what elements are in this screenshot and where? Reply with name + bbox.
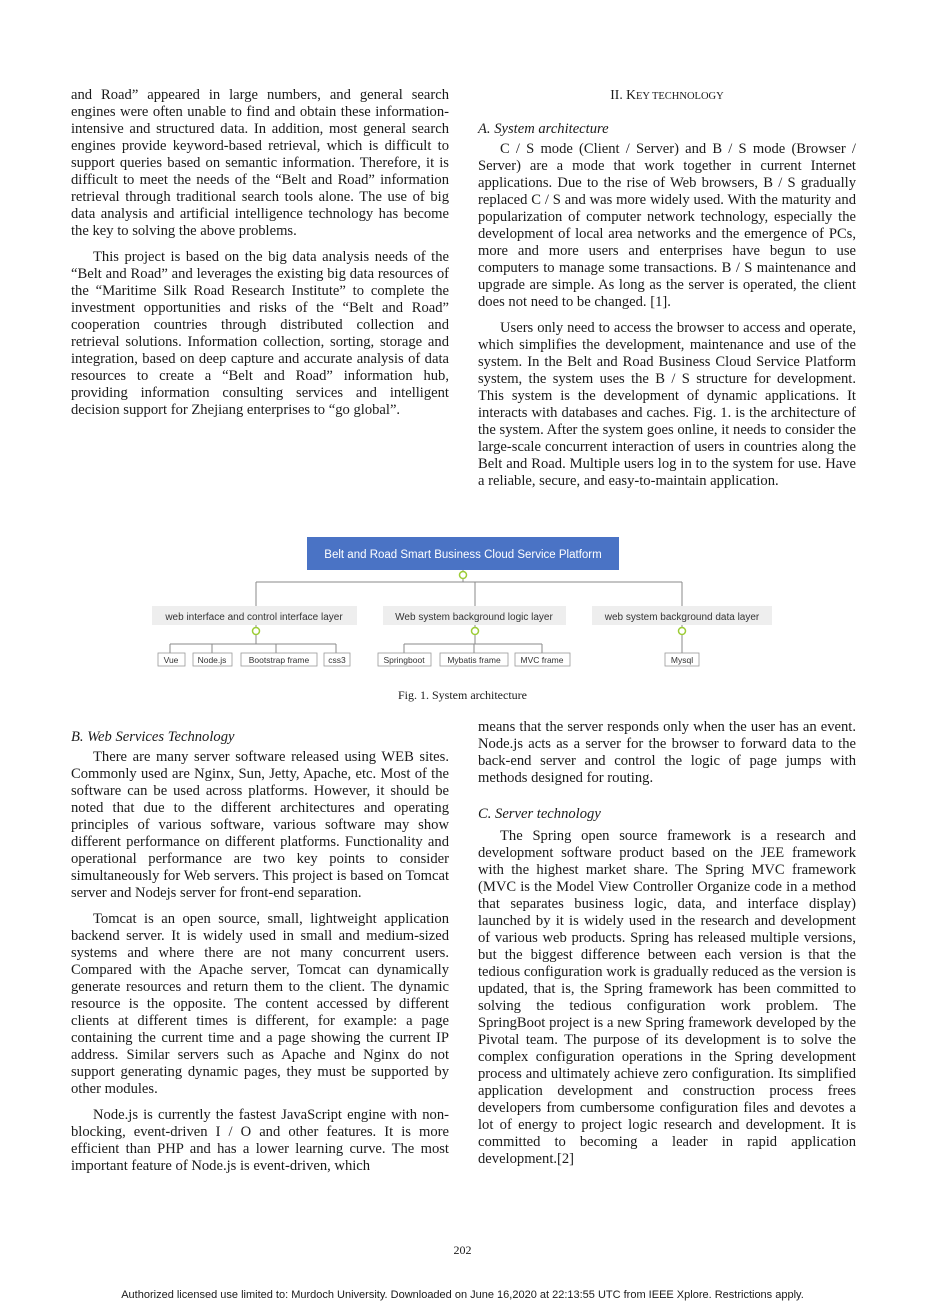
leaf-label: Node.js bbox=[197, 655, 227, 665]
paragraph: This project is based on the big data analysis needs of the “Belt and Road” and leverages the existing big data resources of the “Maritime Silk Road Research Institute” to complete the investment opportunities and risks of the “Belt and Road” cooperation countries through distributed collection and retrieval solutions. Information collection, sorting, storage and integration, based on deep capture and accurate analysis of data resources to create a “Belt and Road” information hub, providing information consulting services and intelligent decision support for Zhejiang enterprises to “go global”. bbox=[71, 249, 449, 418]
collapse-icon bbox=[472, 628, 479, 635]
right-column-bottom bbox=[478, 719, 856, 1168]
page-number: 202 bbox=[453, 1243, 472, 1257]
collapse-icon bbox=[253, 628, 260, 635]
paragraph: The Spring open source framework is a research and development software product based on the JEE framework with the highest market share. The Spring MVC framework (MVC is the Model View Controller Organize code in a method that separates business logic, data, and interface display) launched by it is widely used in the research and development of various web products. Spring has released multiple versions, but the biggest difference between each version is that the tedious configuration work is gradually reduced as the version is updated, that is, the Spring framework has been committed to solving the tedious configuration work problem. The SpringBoot project is a new Spring framework developed by the Pivotal team. The purpose of its development is to solve the complex configuration operations in the Spring development process and ultimately achieve zero configuration. Its simplified application development and construction process frees developers from cumbersome configuration files and devotes a lot of energy to project logic research and development. It is committed to becoming a leader in rapid application development.[2] bbox=[478, 828, 856, 1167]
figure-caption: Fig. 1. System architecture bbox=[398, 688, 527, 702]
paragraph: means that the server responds only when the user has an event. Node.js acts as a server for the browser to forward data to the back-end server and control the logic of page jumps with methods designed for routing. bbox=[478, 719, 856, 786]
layer-label: Web system background logic layer bbox=[395, 612, 553, 623]
leaf-label: Bootstrap frame bbox=[248, 655, 310, 665]
paragraph: There are many server software released using WEB sites. Commonly used are Nginx, Sun, Jetty, Apache, etc. Most of the software can be used across platforms. However, it should be noted that due to the different architectures and operating principles of various software, various software may show different performance on different platforms. Functionality and operational performance are two key points to consider simultaneously for Web servers. This project is based on Tomcat server and Nodejs server for front-end separation. bbox=[71, 749, 449, 901]
architecture-figure bbox=[0, 530, 925, 670]
section-heading: II. KEY TECHNOLOGY bbox=[610, 87, 724, 102]
leaf-label: Vue bbox=[163, 655, 179, 665]
license-footer: Authorized licensed use limited to: Murdoch University. Downloaded on June 16,2020 at 22:13:55 UTC from IEEE Xplore. Restrictions apply. bbox=[121, 1289, 804, 1301]
subsection-heading: C. Server technology bbox=[478, 806, 601, 822]
leaf-label: MVC frame bbox=[520, 655, 564, 665]
left-column-bottom bbox=[71, 729, 449, 1175]
collapse-icon bbox=[460, 572, 467, 579]
root-label: Belt and Road Smart Business Cloud Service Platform bbox=[324, 549, 602, 561]
leaf-label: Springboot bbox=[383, 655, 425, 665]
subsection-heading: A. System architecture bbox=[478, 121, 609, 137]
paragraph: Users only need to access the browser to access and operate, which simplifies the development, maintenance and use of the system. In the Belt and Road Business Cloud Service Platform system, the system uses the B / S structure for development. This system is the development of dynamic applications. It interacts with databases and caches. Fig. 1. is the architecture of the system. After the system goes online, it needs to consider the large-scale concurrent interaction of users in countries along the Belt and Road. Multiple users log in to the system for use. Have a reliable, secure, and easy-to-maintain application. bbox=[478, 320, 856, 489]
subsection-heading: B. Web Services Technology bbox=[71, 729, 235, 745]
paragraph: and Road” appeared in large numbers, and general search engines were often unable to find and obtain these information-intensive and structured data. In addition, most general search engines provide keyword-based retrieval, which is difficult to support queries based on semantic information. Therefore, it is difficult to meet the needs of the “Belt and Road” information retrieval through traditional search tools alone. The use of big data analysis and artificial intelligence technology has become the key to solving the above problems. bbox=[71, 87, 449, 239]
layer-label: web interface and control interface layer bbox=[165, 612, 343, 623]
left-column-top bbox=[71, 87, 449, 419]
paragraph: Node.js is currently the fastest JavaScript engine with non-blocking, event-driven I / O and other features. It is more efficient than PHP and has a lower learning curve. The most important feature of Node.js is event-driven, which bbox=[71, 1107, 449, 1174]
collapse-icon bbox=[679, 628, 686, 635]
leaf-label: Mysql bbox=[670, 655, 694, 665]
paragraph: C / S mode (Client / Server) and B / S mode (Browser / Server) are a mode that work together in current Internet applications. Due to the rise of Web browsers, B / S gradually replaced C / S and was more widely used. With the maturity and popularization of computer network technology, especially the development of local area networks and the emergence of PCs, more and more users and enterprises have begun to use computers to manage some transactions. B / S maintenance and upgrade are simple. As long as the server is operated, the client does not need to be changed. [1]. bbox=[478, 141, 856, 310]
right-column-top bbox=[478, 121, 856, 490]
leaf-label: css3 bbox=[328, 655, 346, 665]
layer-label: web system background data layer bbox=[604, 612, 760, 623]
leaf-label: Mybatis frame bbox=[447, 655, 501, 665]
paragraph: Tomcat is an open source, small, lightweight application backend server. It is widely used in small and medium-sized systems and where there are not many concurrent users. Compared with the Apache server, Tomcat can dynamically generate resources and return them to the client. The dynamic resource is the opposite. The content accessed by different clients at different times is different, for example: a page containing the current time and a page showing the current IP address. Similar servers such as Apache and Nginx do not support generating dynamic pages, they must be supported by other modules. bbox=[71, 911, 449, 1097]
